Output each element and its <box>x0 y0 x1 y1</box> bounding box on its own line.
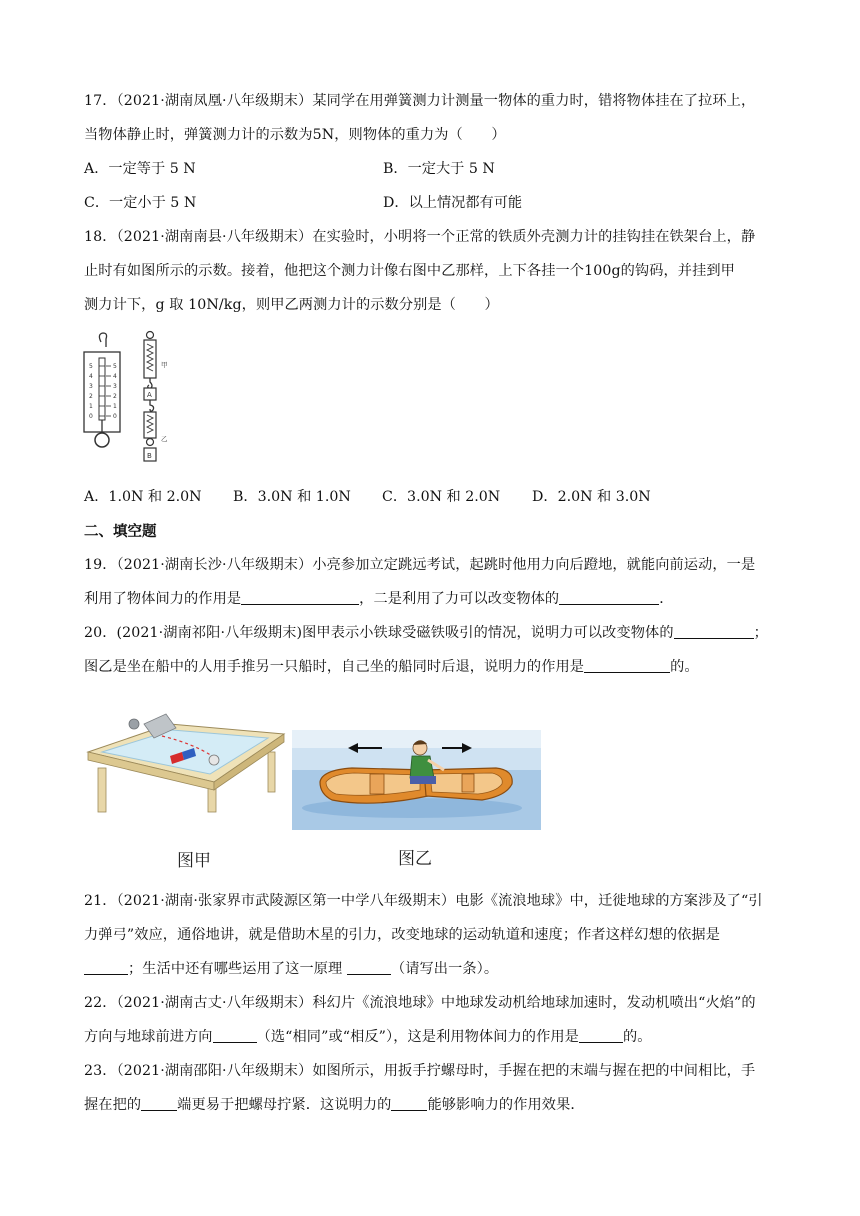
scale-label: 1 <box>113 403 117 410</box>
spring-scale-figure <box>80 330 180 465</box>
q18-option-b: B．3.0N 和 1.0N <box>233 489 351 505</box>
q20-text-c: 图乙是坐在船中的人用手推另一只船时，自己坐的船同时后退，说明力的作用是 <box>84 659 585 675</box>
scale-label: 2 <box>113 393 117 400</box>
scale-label: 0 <box>89 413 93 420</box>
q18-option-d: D．2.0N 和 3.0N <box>532 489 651 505</box>
figure-yi-caption: 图乙 <box>398 849 432 869</box>
q20-text-a: 20．(2021·湖南祁阳·八年级期末)图甲表示小铁球受磁铁吸引的情况，说明力可以改变物体的 <box>84 625 674 641</box>
figure-jia-magnet <box>84 706 290 816</box>
q17-line-2: 当物体静止时，弹簧测力计的示数为5N，则物体的重力为（ ） <box>84 127 506 143</box>
label-jia: 甲 <box>161 361 168 369</box>
q17-line-1: 17．（2021·湖南凤凰·八年级期末）某同学在用弹簧测力计测量一物体的重力时，错将物体挂在了拉环上， <box>84 93 756 109</box>
weight-a-label: A <box>147 391 152 399</box>
q19-text-b: ，二是利用了力可以改变物体的 <box>359 591 560 607</box>
answer-blank[interactable] <box>391 1096 427 1111</box>
answer-blank[interactable] <box>141 1096 177 1111</box>
answer-blank[interactable] <box>84 960 128 975</box>
q22-line-2 <box>84 1026 652 1046</box>
scale-label: 1 <box>89 403 93 410</box>
scale-label: 5 <box>113 363 117 370</box>
q23-line-1: 23．（2021·湖南邵阳·八年级期末）如图所示，用扳手拧螺母时，手握在把的末端与握在把的中间相比，手 <box>84 1063 756 1079</box>
q17-option-d: D．以上情况都有可能 <box>383 195 523 211</box>
answer-blank[interactable] <box>347 960 391 975</box>
answer-blank[interactable] <box>559 590 659 605</box>
q18-line-1: 18．（2021·湖南南县·八年级期末）在实验时，小明将一个正常的铁质外壳测力计的挂钩挂在铁架台上，静 <box>84 229 756 245</box>
q22-text-a: 方向与地球前进方向 <box>84 1029 213 1045</box>
q19-text-a: 利用了物体间力的作用是 <box>84 591 242 607</box>
answer-blank[interactable] <box>584 658 670 673</box>
q18-line-3: 测力计下，g 取 10N/kg，则甲乙两测力计的示数分别是（ ） <box>84 297 499 313</box>
q23-text-b: 端更易于把螺母拧紧．这说明力的 <box>177 1097 392 1113</box>
q20-line-2 <box>84 656 699 676</box>
q21-line-1: 21．（2021·湖南·张家界市武陵源区第一中学八年级期末）电影《流浪地球》中，迁徙地球的方案涉及了“引 <box>84 893 763 909</box>
scale-label: 5 <box>89 363 93 370</box>
figure-jia-caption: 图甲 <box>177 851 211 871</box>
q17-option-c: C．一定小于 5 N <box>84 195 197 211</box>
weight-b-label: B <box>147 452 152 460</box>
q21-line-3 <box>84 958 498 978</box>
q17-option-a: A．一定等于 5 N <box>84 161 196 177</box>
answer-blank[interactable] <box>579 1028 623 1043</box>
q18-option-a: A．1.0N 和 2.0N <box>84 489 202 505</box>
q23-text-c: 能够影响力的作用效果． <box>427 1097 585 1113</box>
label-yi: 乙 <box>161 435 168 443</box>
q20-text-d: 的。 <box>670 659 699 675</box>
q17-option-b: B．一定大于 5 N <box>383 161 495 177</box>
q22-text-b: （选“相同”或“相反”），这是利用物体间力的作用是 <box>256 1029 579 1045</box>
scale-label: 4 <box>89 373 93 380</box>
scale-label: 3 <box>89 383 93 390</box>
q23-line-2 <box>84 1094 585 1114</box>
q20-text-b: ； <box>753 625 768 641</box>
q19-line-2 <box>84 588 674 608</box>
q19-text-c: ． <box>659 591 674 607</box>
q20-line-1 <box>84 622 768 642</box>
answer-blank[interactable] <box>213 1028 257 1043</box>
scale-label: 3 <box>113 383 117 390</box>
q19-line-1: 19．（2021·湖南长沙·八年级期末）小亮参加立定跳远考试，起跳时他用力向后蹬地，就能向前运动，一是 <box>84 557 756 573</box>
figure-yi-boats <box>292 730 541 830</box>
section-title: 二、填空题 <box>84 523 157 540</box>
scale-label: 2 <box>89 393 93 400</box>
q18-option-c: C．3.0N 和 2.0N <box>382 489 501 505</box>
q22-line-1: 22．（2021·湖南古丈·八年级期末）科幻片《流浪地球》中地球发动机给地球加速时，发动机喷出“火焰”的 <box>84 995 756 1011</box>
q21-text-a: ；生活中还有哪些运用了这一原理 <box>128 961 347 977</box>
q23-text-a: 握在把的 <box>84 1097 142 1113</box>
q21-text-b: （请写出一条）。 <box>390 961 499 977</box>
answer-blank[interactable] <box>241 590 359 605</box>
scale-label: 4 <box>113 373 117 380</box>
answer-blank[interactable] <box>674 624 754 639</box>
q21-line-2: 力弹弓”效应，通俗地讲，就是借助木星的引力，改变地球的运动轨道和速度；作者这样幻想的依据是 <box>84 927 721 943</box>
scale-label: 0 <box>113 413 117 420</box>
q22-text-c: 的。 <box>622 1029 652 1045</box>
q18-line-2: 止时有如图所示的示数。接着，他把这个测力计像右图中乙那样，上下各挂一个100g的钩码，并挂到甲 <box>84 263 735 279</box>
